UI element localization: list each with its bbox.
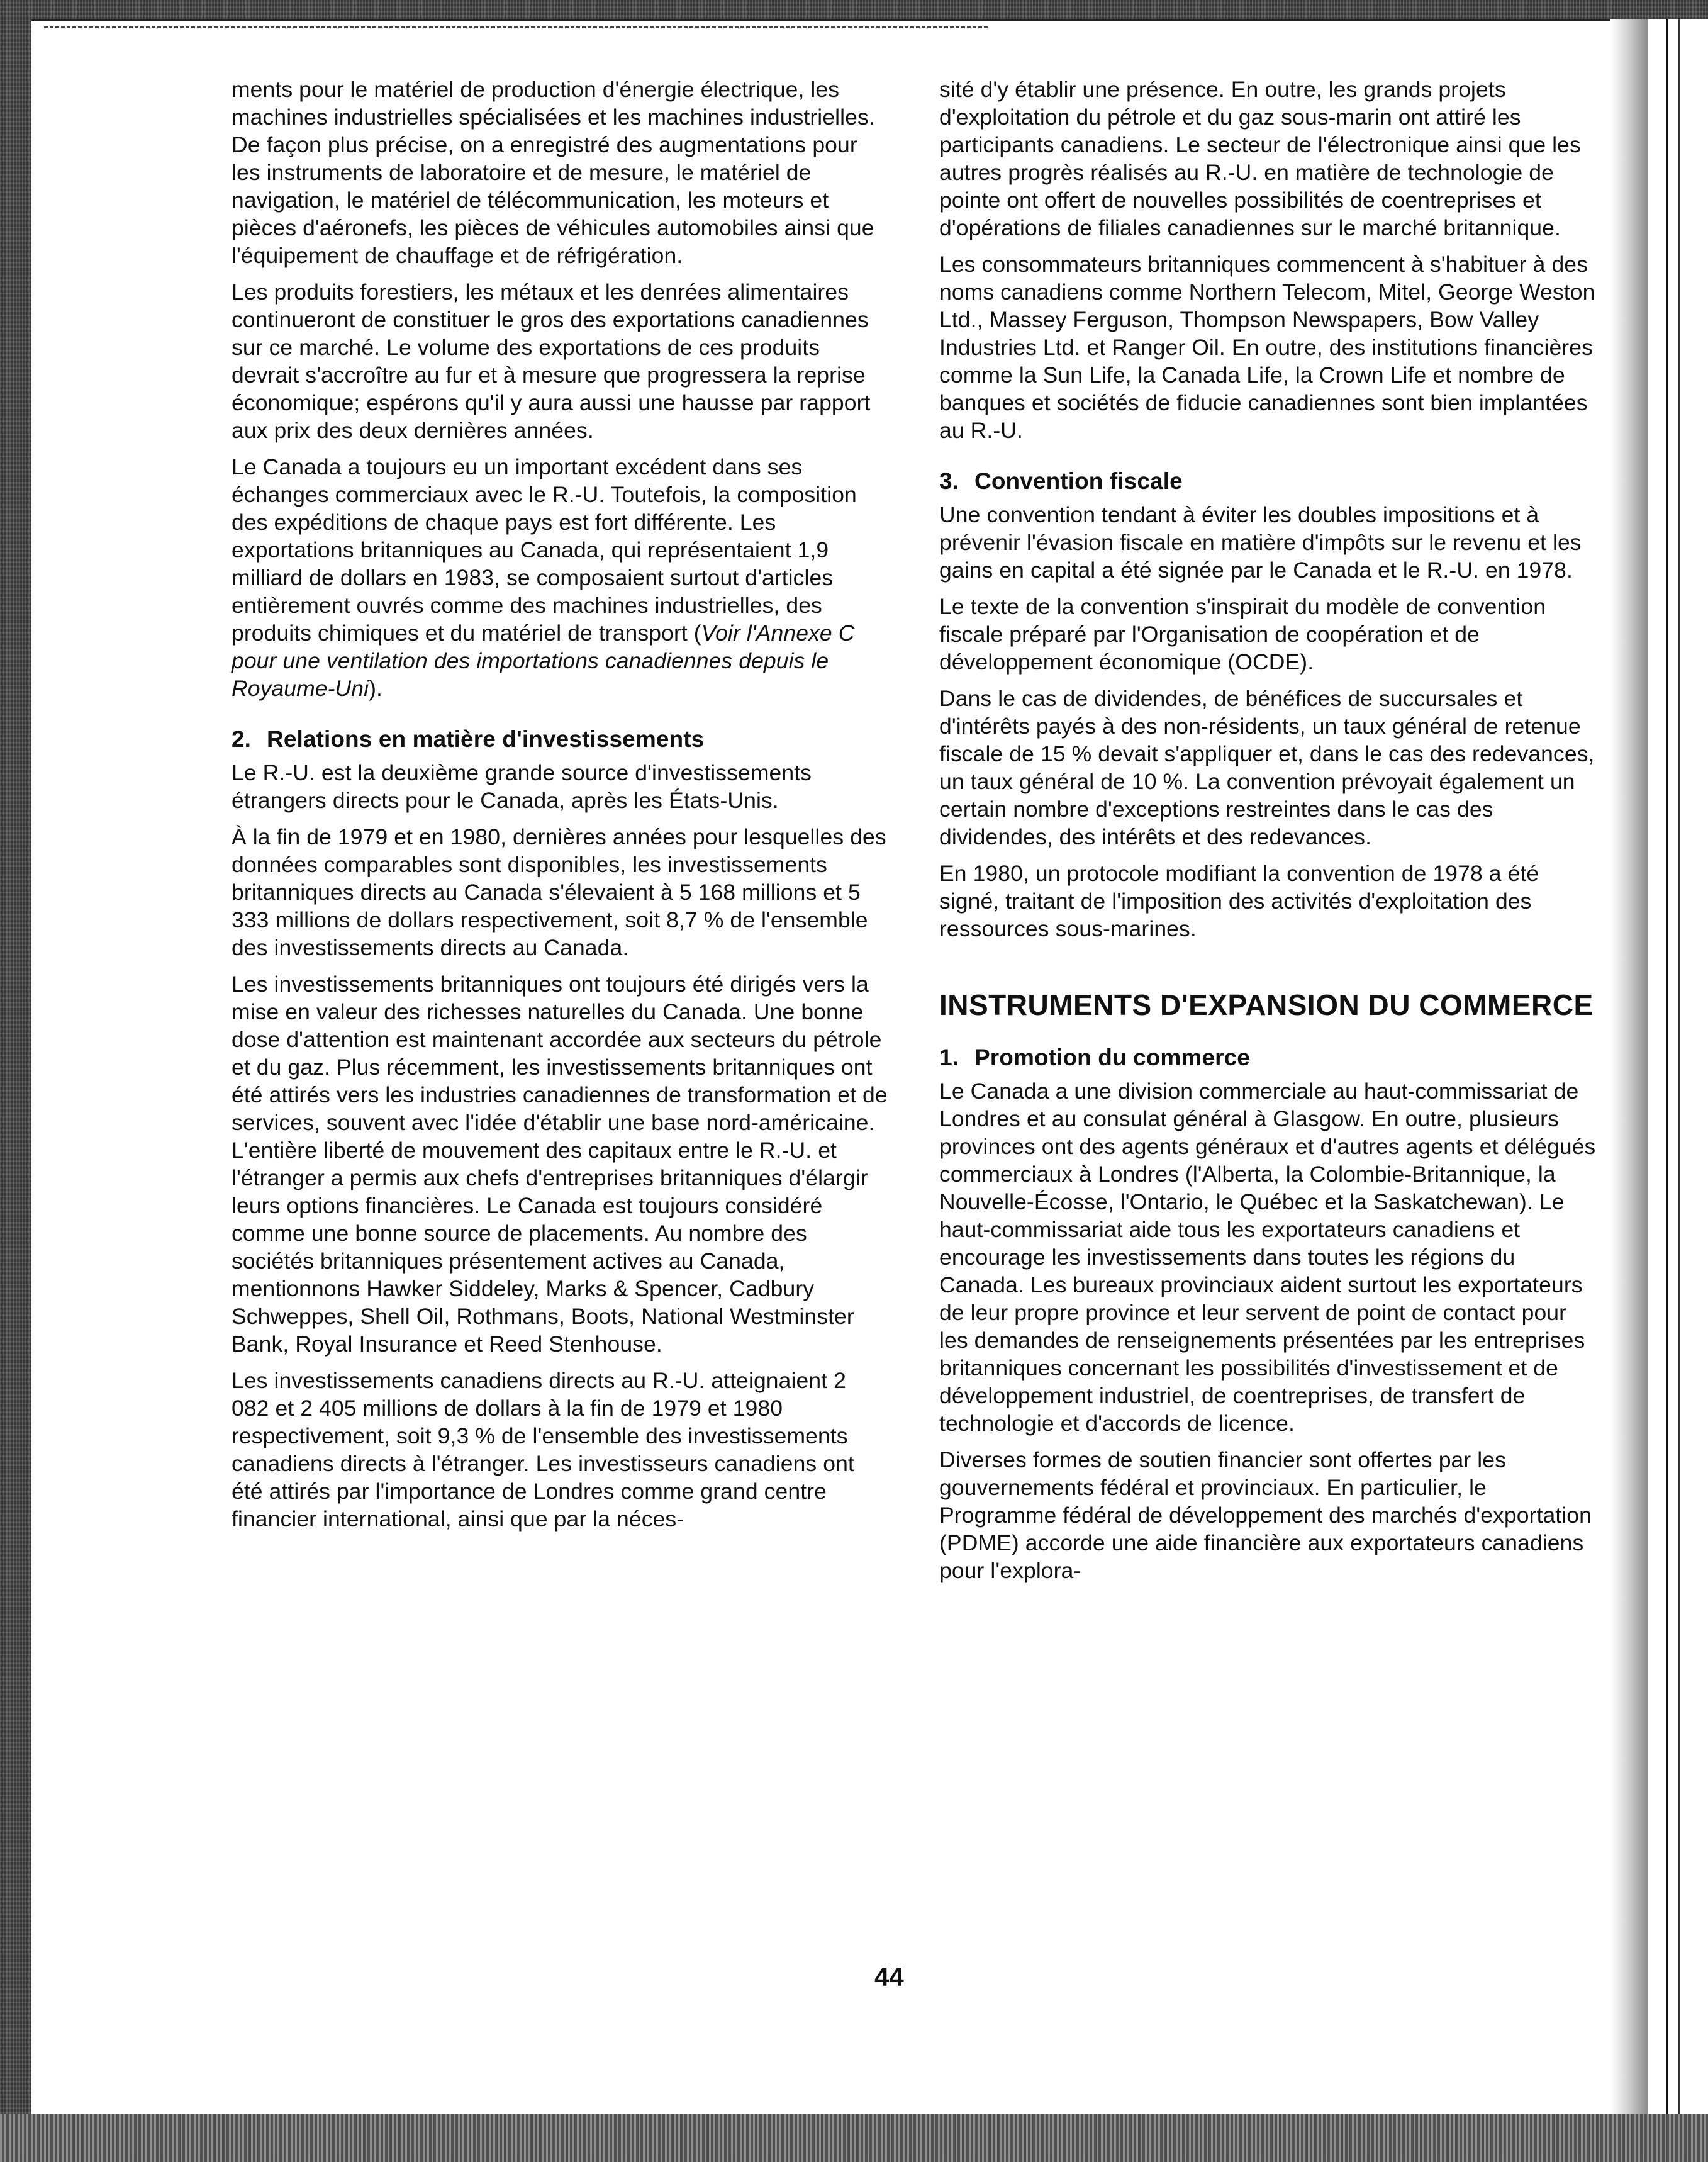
page-number: 44 (874, 1962, 904, 1991)
paragraph: En 1980, un protocole modifiant la convention de 1978 a été signé, traitant de l'imposition des activités d'exploitation des ressources sous-marines. (939, 861, 1539, 941)
paragraph: Les investissements britanniques ont toujours été dirigés vers la mise en valeur des richesses naturelles du Canada. Une bonne dose d'attention est maintenant accordée aux secteurs du pétrole et du gaz. Plus récemment, les investissements britanniques ont été attirés vers les industries canadiennes de transformation et de services, souvent avec l'idée d'établir une base nord-américaine. L'entière liberté de mouvement des capitaux entre le R.-U. et l'étranger a permis aux chefs d'entreprises britanniques d'élargir leurs options financières. Le Canada est toujours considéré comme une bonne source de placements. Au nombre des sociétés britanniques présentement actives au Canada, mentionnons Hawker Siddeley, Marks & Spencer, Cadbury Schweppes, Shell Oil, Rothmans, Boots, National Westminster Bank, Royal Insurance et Reed Stenhouse. (232, 972, 888, 1357)
paragraph: Les investissements canadiens directs au R.-U. atteignaient 2 082 et 2 405 millions de dollars à la fin de 1979 et 1980 respectivement, soit 9,3 % de l'ensemble des investissements canadiens directs à l'étranger. Les investisseurs canadiens ont été attirés par l'importance de Londres comme grand centre financier international, ainsi que par la néces- (232, 1368, 854, 1532)
page-binding-shadow (1610, 19, 1648, 2114)
paragraph: Les consommateurs britanniques commencent à s'habituer à des noms canadiens comme Northern Telecom, Mitel, George Weston Ltd., Massey Ferguson, Thompson Newspapers, Bow Valley Industries Ltd. et Ranger Oil. En outre, des institutions financières comme la Sun Life, la Canada Life, la Crown Life et nombre de banques et sociétés de fiducie canadiennes sont bien implantées au R.-U. (939, 252, 1595, 443)
annex-reference: Voir l'Annexe C pour une ventilation des importations canadiennes depuis le Royaume-Uni (232, 620, 855, 701)
major-heading: INSTRUMENTS D'EXPANSION DU COMMERCE (939, 989, 1594, 1021)
section-heading-investments: 2. Relations en matière d'investissements (232, 726, 705, 752)
paragraph: Les produits forestiers, les métaux et les denrées alimentaires continueront de constituer le gros des exportations canadiennes sur ce marché. Le volume des exportations de ces produits devrait s'accroître au fur et à mesure que progressera la reprise économique; espérons qu'il y aura aussi une hausse par rapport aux prix des deux dernières années. (232, 279, 871, 443)
paragraph: Diverses formes de soutien financier sont offertes par les gouvernements fédéral et provinciaux. En particulier, le Programme fédéral de développement des marchés d'exportation (PDME) accorde une aide financière aux exportateurs canadiens pour l'explora- (939, 1447, 1592, 1583)
right-column (939, 76, 1597, 1593)
paragraph: À la fin de 1979 et en 1980, dernières années pour lesquelles des données comparables sont disponibles, les investissements britanniques directs au Canada s'élevaient à 5 168 millions et 5 333 millions de dollars respectivement, soit 8,7 % de l'ensemble des investissements directs au Canada. (232, 824, 886, 960)
left-column (232, 76, 889, 1542)
paragraph: ments pour le matériel de production d'énergie électrique, les machines industrielles spécialisées et les machines industrielles. De façon plus précise, on a enregistré des augmentations pour les instruments de laboratoire et de mesure, le matériel de navigation, le matériel de télécommunication, les moteurs et pièces d'aéronefs, les pièces de véhicules automobiles ainsi que l'équipement de chauffage et de réfrigération. (232, 77, 875, 268)
section-heading-trade-promotion: 1. Promotion du commerce (939, 1045, 1250, 1070)
paragraph: Dans le cas de dividendes, de bénéfices de succursales et d'intérêts payés à des non-résidents, un taux général de retenue fiscale de 15 % devait s'appliquer et, dans le cas des redevances, un taux général de 10 %. La convention prévoyait également un certain nombre d'exceptions restreintes dans le cas des dividendes, des intérêts et des redevances. (939, 686, 1595, 849)
paragraph: Une convention tendant à éviter les doubles impositions et à prévenir l'évasion fiscale en matière d'impôts sur le revenu et les gains en capital a été signée par le Canada et le R.-U. en 1978. (939, 502, 1582, 583)
paragraph: Le texte de la convention s'inspirait du modèle de convention fiscale préparé par l'Organisation de coopération et de développement économique (OCDE). (939, 594, 1546, 675)
adjacent-page-edge (1648, 19, 1708, 2114)
paragraph: Le Canada a toujours eu un important excédent dans ses échanges commerciaux avec le R.-U. Toutefois, la composition des expéditions de chaque pays est fort différente. Les exportations britanniques au Canada, qui représentaient 1,9 milliard de dollars en 1983, se composaient surtout d'articles entièrement ouvrés comme des machines industrielles, des produits chimiques et du matériel de transport (Voir l'Annexe C pour une ventilation des importations canadiennes depuis le Royaume-Uni). (232, 454, 857, 701)
scan-bottom-edge (0, 2114, 1708, 2162)
paragraph: sité d'y établir une présence. En outre, les grands projets d'exploitation du pétrole et du gaz sous-marin ont attiré les participants canadiens. Le secteur de l'électronique ainsi que les autres progrès réalisés au R.-U. en matière de technologie de pointe ont offert de nouvelles possibilités de coentreprises et d'opérations de filiales canadiennes sur le marché britannique. (939, 77, 1581, 240)
top-rule (44, 26, 988, 28)
section-heading-tax-convention: 3. Convention fiscale (939, 468, 1183, 494)
paragraph: Le R.-U. est la deuxième grande source d'investissements étrangers directs pour le Canada, après les États-Unis. (232, 760, 812, 813)
paragraph: Le Canada a une division commerciale au haut-commissariat de Londres et au consulat général à Glasgow. En outre, plusieurs provinces ont des agents généraux et d'autres agents et délégués commerciaux à Londres (l'Alberta, la Colombie-Britannique, la Nouvelle-Écosse, l'Ontario, le Québec et la Saskatchewan). Le haut-commissariat aide tous les exportateurs canadiens et encourage les investissements dans toutes les régions du Canada. Les bureaux provinciaux aident surtout les exportateurs de leur propre province et leur servent de point de contact pour les demandes de renseignements présentées par les entreprises britanniques concernant les possibilités d'investissement et de développement industriel, de coentreprises, de transfert de technologie et d'accords de licence. (939, 1078, 1596, 1436)
